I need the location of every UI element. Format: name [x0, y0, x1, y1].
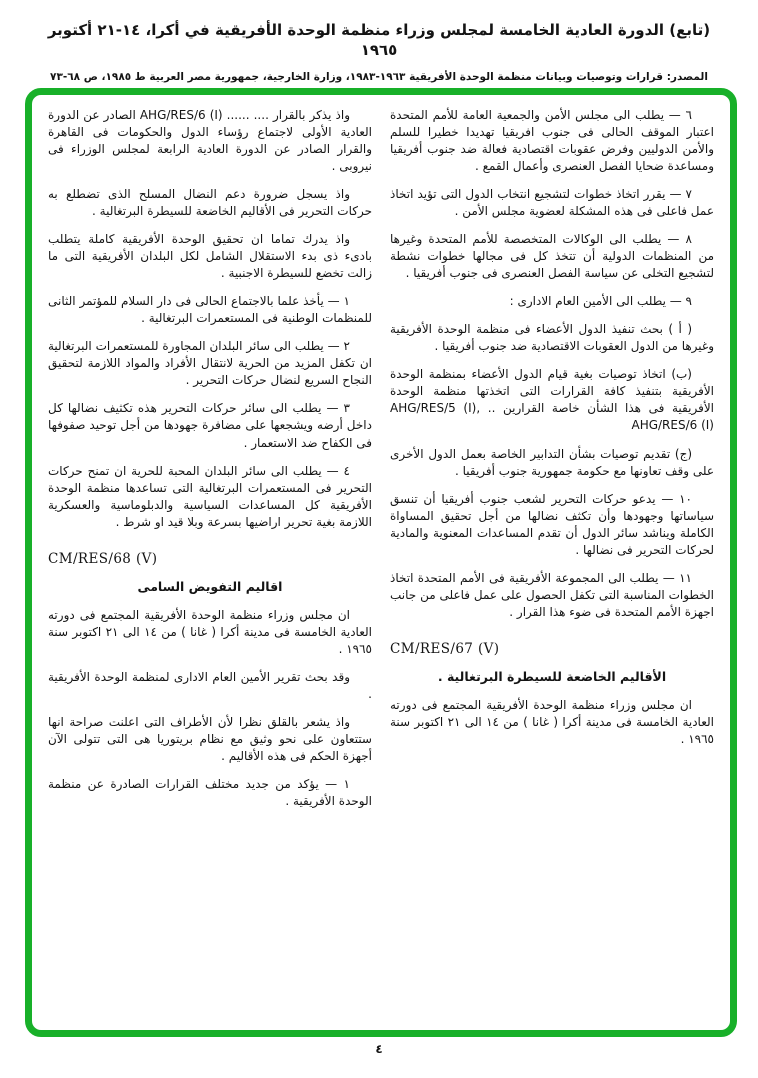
- paragraph: ١٠ — يدعو حركات التحرير لشعب جنوب أفريقيا أن تنسق سياساتها وجهودها وأن تكثف نضالها من أجل تحقيق المساواة الكاملة ويناشد سائر الدول أن تقدم المساعدات المعنوية والمادية لحركات التحرير فى نضالها .: [390, 491, 714, 557]
- paragraph: ان مجلس وزراء منظمة الوحدة الأفريقية المجتمع فى دورته العادية الخامسة فى مدينة أكرا ( غانا ) من ١٤ الى ٢١ اكتوبر سنة ١٩٦٥ .: [390, 697, 714, 746]
- paragraph: ( أ ) بحث تنفيذ الدول الأعضاء فى منظمة الوحدة الأفريقية وغيرها من الدول العقوبات الاقتصادية ضد جنوب أفريقيا .: [390, 322, 714, 354]
- paragraph: ١ — يأخذ علما بالاجتماع الحالى فى دار السلام للمؤتمر الثانى للمنظمات الوطنية فى المستعمرات البرتغالية .: [48, 294, 372, 326]
- source-line: المصدر: قرارات وتوصيات وبيانات منظمة الوحدة الأفريقية ١٩٦٣-١٩٨٣، وزارة الخارجية، جمهورية مصر العربية ط ١٩٨٥، ص ٦٨-٧٣: [50, 70, 708, 83]
- paragraph: (ب) اتخاذ توصيات بغية قيام الدول الأعضاء بمنظمة الوحدة الأفريقية بتنفيذ كافة القرارات التى اتخذتها منظمة الوحدة الأفريقية فى هذا الشأن خاصة القرارين .. AHG/RES/5 (I), AHG/RES/6 (I): [390, 367, 714, 433]
- green-border-frame: [25, 88, 737, 1037]
- page-title: (تابع) الدورة العادية الخامسة لمجلس وزراء منظمة الوحدة الأفريقية في أكرا، ١٤-٢١ أكتوبر ١٩٦٥: [47, 21, 711, 60]
- paragraph: واذ يدرك تماما ان تحقيق الوحدة الأفريقية كاملة يتطلب بادىء ذى بدء الاستقلال الشامل لكل البلدان الأفريقية التى ما زالت تخضع للسيطرة الاجنبية .: [48, 232, 372, 281]
- paragraph: واذ يذكر بالقرار .... ...... AHG/RES/6 (I) الصادر عن الدورة العادية الأولى لاجتماع رؤساء الدول والحكومات فى القاهرة والقرار الصادر عن الدورة العادية الرابعة لمجلس الوزراء فى نيروبى .: [48, 108, 372, 174]
- paragraph: ٨ — يطلب الى الوكالات المتخصصة للأمم المتحدة وغيرها من المنظمات الدولية أن تتخذ كل فى مجالها خطوات نشطة لتشجيع التخلى عن سياسة الفصل العنصرى فى جنوب أفريقيا .: [390, 232, 714, 281]
- paragraph: (ج) تقديم توصيات بشأن التدابير الخاصة بعمل الدول الأخرى على وقف تعاونها مع حكومة جمهورية جنوب أفريقيا .: [390, 446, 714, 478]
- page-number: ٤: [375, 1042, 383, 1056]
- paragraph: ٣ — يطلب الى سائر حركات التحرير هذه تكثيف نضالها كل داخل أرضه ويشجعها على مضافرة جهودها من أجل توحيد صفوفها فى الكفاح ضد الاستعمار .: [48, 401, 372, 450]
- paragraph: واذ يشعر بالقلق نظرا لأن الأطراف التى اعلنت صراحة انها ستتعاون على نحو وثيق مع نظام بريتوريا هى التى تتولى الآن أجهزة الحكم فى هذه الأقاليم .: [48, 714, 372, 763]
- two-column-text-area: [48, 107, 714, 1020]
- column-right: [390, 107, 714, 1020]
- paragraph: ٤ — يطلب الى سائر البلدان المحبة للحرية ان تمنح حركات التحرير فى المستعمرات البرتغالية التى تساعدها منظمة الوحدة الأفريقية كل المساعدات السياسية والدبلوماسية والعسكرية اللازمة بغية تحرير اراضيها بسرعة وبلا قيد او شرط .: [48, 463, 372, 529]
- resolution-code: CM/RES/68 (V): [48, 550, 158, 567]
- paragraph: ان مجلس وزراء منظمة الوحدة الأفريقية المجتمع فى دورته العادية الخامسة فى مدينة أكرا ( غانا ) من ١٤ الى ٢١ اكتوبر سنة ١٩٦٥ .: [48, 607, 372, 656]
- paragraph: ١ — يؤكد من جديد مختلف القرارات الصادرة عن منظمة الوحدة الأفريقية .: [48, 776, 372, 808]
- paragraph: ٩ — يطلب الى الأمين العام الادارى :: [509, 294, 692, 309]
- column-left: [48, 107, 372, 1020]
- paragraph: ٢ — يطلب الى سائر البلدان المجاورة للمستعمرات البرتغالية ان تكفل المزيد من الحرية لانتقال الأفراد والمواد اللازمة لتحقيق النجاح السريع لنضال حركات التحرير .: [48, 339, 372, 388]
- paragraph: واذ يسجل ضرورة دعم النضال المسلح الذى تضطلع به حركات التحرير فى الأقاليم الخاضعة للسيطرة البرتغالية .: [48, 187, 372, 219]
- paragraph: ١١ — يطلب الى المجموعة الأفريقية فى الأمم المتحدة اتخاذ الخطوات المناسبة التى تكفل الحصول على عمل فاعلى من جانب اجهزة الأمم المتحدة فى ضوء هذا القرار .: [390, 570, 714, 619]
- section-heading: اقاليم التفويض السامى: [137, 578, 283, 594]
- paragraph: ٧ — يقرر اتخاذ خطوات لتشجيع انتخاب الدول التى تؤيد اتخاذ عمل فاعلى فى هذه المشكلة لعضوية مجلس الأمن .: [390, 187, 714, 219]
- section-heading: الأقاليم الخاضعة للسيطرة البرتغالية .: [437, 668, 667, 684]
- document-header: [30, 20, 728, 85]
- paragraph: وقد بحث تقرير الأمين العام الادارى لمنظمة الوحدة الأفريقية .: [48, 669, 372, 701]
- paragraph: ٦ — يطلب الى مجلس الأمن والجمعية العامة للأمم المتحدة اعتبار الموقف الحالى فى جنوب افريقيا تهديدا خطيرا للسلم والأمن الدوليين وفرض عقوبات اقتصادية فعالة ضد جنوب أفريقيا ومساعدة ضحايا الفصل العنصرى وأعمال القمع .: [390, 108, 714, 174]
- resolution-code: CM/RES/67 (V): [390, 640, 500, 657]
